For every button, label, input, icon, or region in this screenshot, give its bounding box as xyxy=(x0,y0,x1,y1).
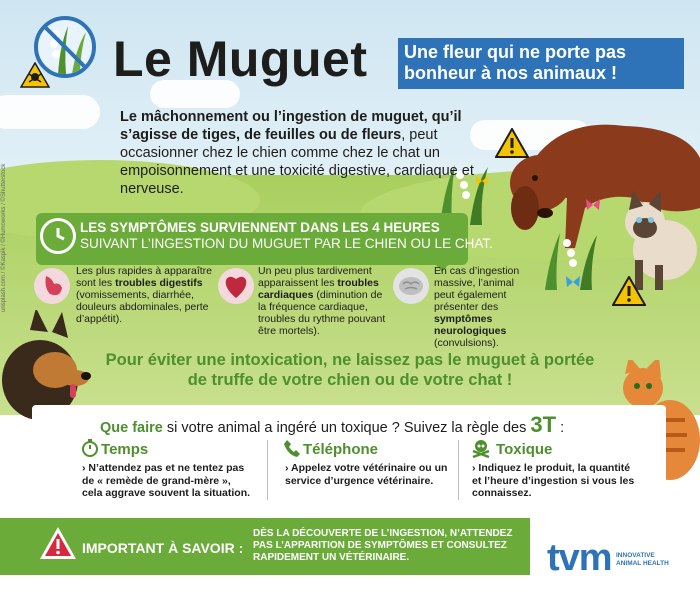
rule-letter: T xyxy=(496,441,505,458)
tagline-line: ANIMAL HEALTH xyxy=(616,559,669,567)
brain-icon xyxy=(393,268,429,304)
rule-3t: 3T xyxy=(530,412,557,437)
intro-bold: Le mâchonnement ou l’ingestion de muguet, qu’il s’agisse de tiges, de feuilles ou de fleurs xyxy=(120,109,462,143)
butterfly-icon xyxy=(565,275,581,289)
rule-temps-text: › N’attendez pas et ne tentez pas de « remède de grand-mère », cela aggrave souvent la situation. xyxy=(82,462,251,499)
warning-icon xyxy=(495,128,529,158)
prevention-message xyxy=(0,350,700,390)
prevention-line: Pour éviter une intoxication, ne laissez pas le muguet à portée xyxy=(105,351,595,369)
symptom-bold: troubles cardiaques xyxy=(258,277,379,301)
symptom-bold: troubles digestifs xyxy=(115,277,203,289)
subtitle-line: Une fleur qui ne porte pas xyxy=(404,42,627,62)
rule-temps-title xyxy=(101,441,148,458)
prevention-line: de truffe de votre chien ou de votre chat ! xyxy=(187,371,513,389)
colon: : xyxy=(556,420,565,436)
intro-text: , peut occasionner chez le chien comme chez le chat un empoisonnement et une toxicité digestive, cardiaque et nerveuse. xyxy=(120,127,474,197)
photo-credit: unsplash.com / ©Kaspik / ©Humoworks / ©Shutterstock xyxy=(1,163,7,312)
important-label: IMPORTANT À SAVOIR : xyxy=(82,540,244,556)
rule-word: oxique xyxy=(504,441,553,458)
rule-letter: T xyxy=(303,441,313,458)
symptom-cardiac xyxy=(258,265,388,337)
skull-icon xyxy=(470,438,492,458)
stopwatch-icon xyxy=(80,438,100,458)
butterfly-icon xyxy=(585,198,601,212)
divider xyxy=(458,440,459,500)
symptom-neurological xyxy=(434,265,534,349)
cloud xyxy=(0,95,100,129)
divider xyxy=(267,440,268,500)
subtitle-banner xyxy=(398,38,684,89)
symptom-text: Les plus rapides à apparaître sont les xyxy=(76,265,213,289)
symptom-text: (convulsions). xyxy=(434,337,499,349)
cat-illustration xyxy=(615,190,700,290)
heart-icon xyxy=(218,268,254,304)
subtitle-line: bonheur à nos animaux ! xyxy=(404,63,618,83)
rule-word: éléphone xyxy=(312,441,379,458)
important-text: DÈS LA DÉCOUVERTE DE L’INGESTION, N’ATTENDEZ PAS L’APPARITION DE SYMPTÔMES ET CONSULTEZ RAPIDEMENT UN VÉTÉRINAIRE. xyxy=(253,528,513,563)
rule-telephone-title xyxy=(303,441,378,458)
phone-icon xyxy=(283,438,301,458)
tagline-line: INNOVATIVE xyxy=(616,552,655,559)
warning-icon xyxy=(38,525,78,561)
que-faire-label: Que faire xyxy=(100,420,163,436)
symptoms-subtitle: SUIVANT L’INGESTION DU MUGUET PAR LE CHIEN OU LE CHAT. xyxy=(80,236,493,251)
symptoms-title: LES SYMPTÔMES SURVIENNENT DANS LES 4 HEURES xyxy=(80,220,440,235)
que-faire-question: si votre animal a ingéré un toxique ? Suivez la règle des xyxy=(162,420,531,436)
stomach-icon xyxy=(34,268,70,304)
page-title: Le Muguet xyxy=(113,31,368,87)
symptom-digestive xyxy=(76,265,216,325)
warning-icon xyxy=(612,276,646,306)
tvm-tagline xyxy=(616,552,669,567)
symptom-text: (vomissements, diarrhée, douleurs abdominales, perte d’appétit). xyxy=(76,289,209,325)
symptom-text: Un peu plus tardivement apparaissent les xyxy=(258,265,372,289)
symptom-text: En cas d’ingestion massive, l’animal peut également présenter des xyxy=(434,265,520,313)
rule-word: emps xyxy=(109,441,149,458)
symptom-bold: symptômes neurologiques xyxy=(434,313,507,337)
intro-paragraph xyxy=(120,108,490,198)
rule-letter: T xyxy=(101,441,110,458)
rule-3t-title xyxy=(100,412,564,438)
clock-icon xyxy=(40,218,76,254)
tvm-logo: tvm xyxy=(547,537,612,579)
toxic-warning-icon xyxy=(20,62,50,88)
symptom-text: (diminution de la fréquence cardiaque, troubles du rythme pouvant être mortels). xyxy=(258,289,386,337)
rule-toxique-text: › Indiquez le produit, la quantité et l’heure d’ingestion si vous les connaissez. xyxy=(472,462,635,499)
rule-telephone-text: › Appelez votre vétérinaire ou un service d’urgence vétérinaire. xyxy=(285,462,448,487)
rule-toxique-title xyxy=(496,441,552,458)
